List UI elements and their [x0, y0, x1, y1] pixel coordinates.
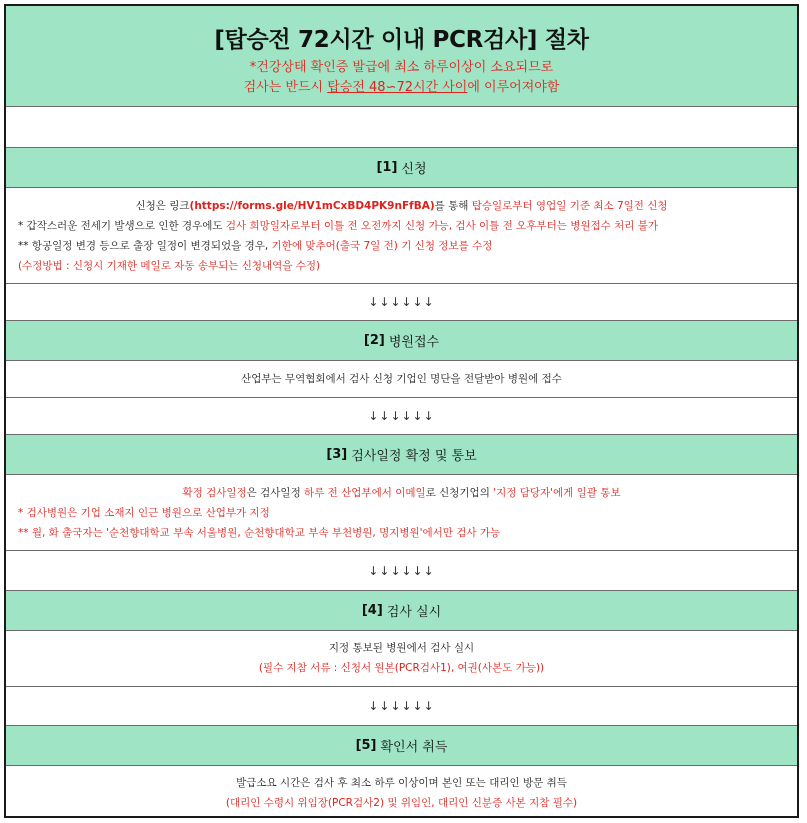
notice-line-2: 검사는 반드시 탑승전 48∽72시간 사이에 이루어져야함 — [243, 80, 560, 95]
down-arrows-icon: ↓↓↓↓↓↓ — [368, 409, 435, 423]
step-3-body — [6, 474, 797, 550]
step-3-line-3: ** 월, 화 출국자는 '순천향대학교 부속 서울병원, 순천향대학교 부속 부천병원, 명지병원'에서만 검사 가능 — [18, 527, 501, 539]
step-1-line-4: (수정방법 : 신청시 기재한 메일로 자동 송부되는 신청내역을 수정) — [18, 260, 321, 272]
step-1-line-1: 신청은 링크(https://forms.gle/HV1mCxBD4PK9nFfBA)를 통해 탑승일로부터 영업일 기준 최소 7일전 신청 — [135, 200, 668, 212]
step-5-line-1: 발급소요 시간은 검사 후 최소 하루 이상이며 본인 또는 대리인 방문 취득 — [236, 777, 567, 789]
arrow-row-4 — [6, 686, 797, 725]
step-2-line-1: 산업부는 무역협회에서 검사 신청 기업인 명단을 전달받아 병원에 접수 — [241, 373, 562, 385]
step-4-line-1: 지정 통보된 병원에서 검사 실시 — [328, 642, 475, 654]
page-title: [탑승전 72시간 이내 PCR검사] 절차 — [214, 27, 589, 53]
step-4-header: [4] 검사 실시 — [6, 590, 797, 630]
step-5-body — [6, 765, 797, 816]
step-2-header: [2] 병원접수 — [6, 320, 797, 360]
step-3-line-2: * 검사병원은 기업 소재지 인근 병원으로 산업부가 지정 — [18, 507, 270, 519]
title-block — [6, 6, 797, 106]
notice-underlined: 탑승전 48∽72시간 사이 — [327, 80, 468, 95]
step-2-body — [6, 360, 797, 397]
step-4-line-2: (필수 지참 서류 : 신청서 원본(PCR검사1), 여권(사본도 가능)) — [258, 662, 545, 674]
down-arrows-icon: ↓↓↓↓↓↓ — [368, 563, 435, 578]
step-1-body — [6, 187, 797, 283]
step-1-line-2: * 갑작스러운 전세기 발생으로 인한 경우에도 검사 희망일자로부터 이틀 전 오전까지 신청 가능, 검사 이틀 전 오후부터는 병원접수 처리 불가 — [18, 220, 659, 232]
down-arrows-icon: ↓↓↓↓↓↓ — [368, 699, 435, 713]
arrow-row-3 — [6, 550, 797, 590]
step-4-body — [6, 630, 797, 686]
step-3-line-1: 확정 검사일정은 검사일정 하루 전 산업부에서 이메일로 신청기업의 '지정 담당자'에게 일괄 통보 — [182, 487, 621, 499]
step-5-header: [5] 확인서 취득 — [6, 725, 797, 765]
step-1-line-3: ** 항공일정 변경 등으로 출장 일정이 변경되었을 경우, 기한에 맞추어(출국 7일 전) 기 신청 정보를 수정 — [18, 240, 493, 252]
step-5-line-2: (대리인 수령시 위임장(PCR검사2) 및 위임인, 대리인 신분증 사본 지참 필수) — [225, 797, 578, 809]
application-link[interactable]: (https://forms.gle/HV1mCxBD4PK9nFfBA) — [189, 200, 435, 212]
arrow-row-2 — [6, 397, 797, 434]
notice-line-1: *건강상태 확인증 발급에 최소 하루이상이 소요되므로 — [249, 60, 554, 75]
arrow-row-1 — [6, 283, 797, 320]
step-3-header: [3] 검사일정 확정 및 통보 — [6, 434, 797, 474]
spacer-row — [6, 106, 797, 147]
down-arrows-icon: ↓↓↓↓↓↓ — [368, 295, 435, 309]
procedure-table — [4, 4, 799, 818]
step-1-header: [1] 신청 — [6, 147, 797, 187]
